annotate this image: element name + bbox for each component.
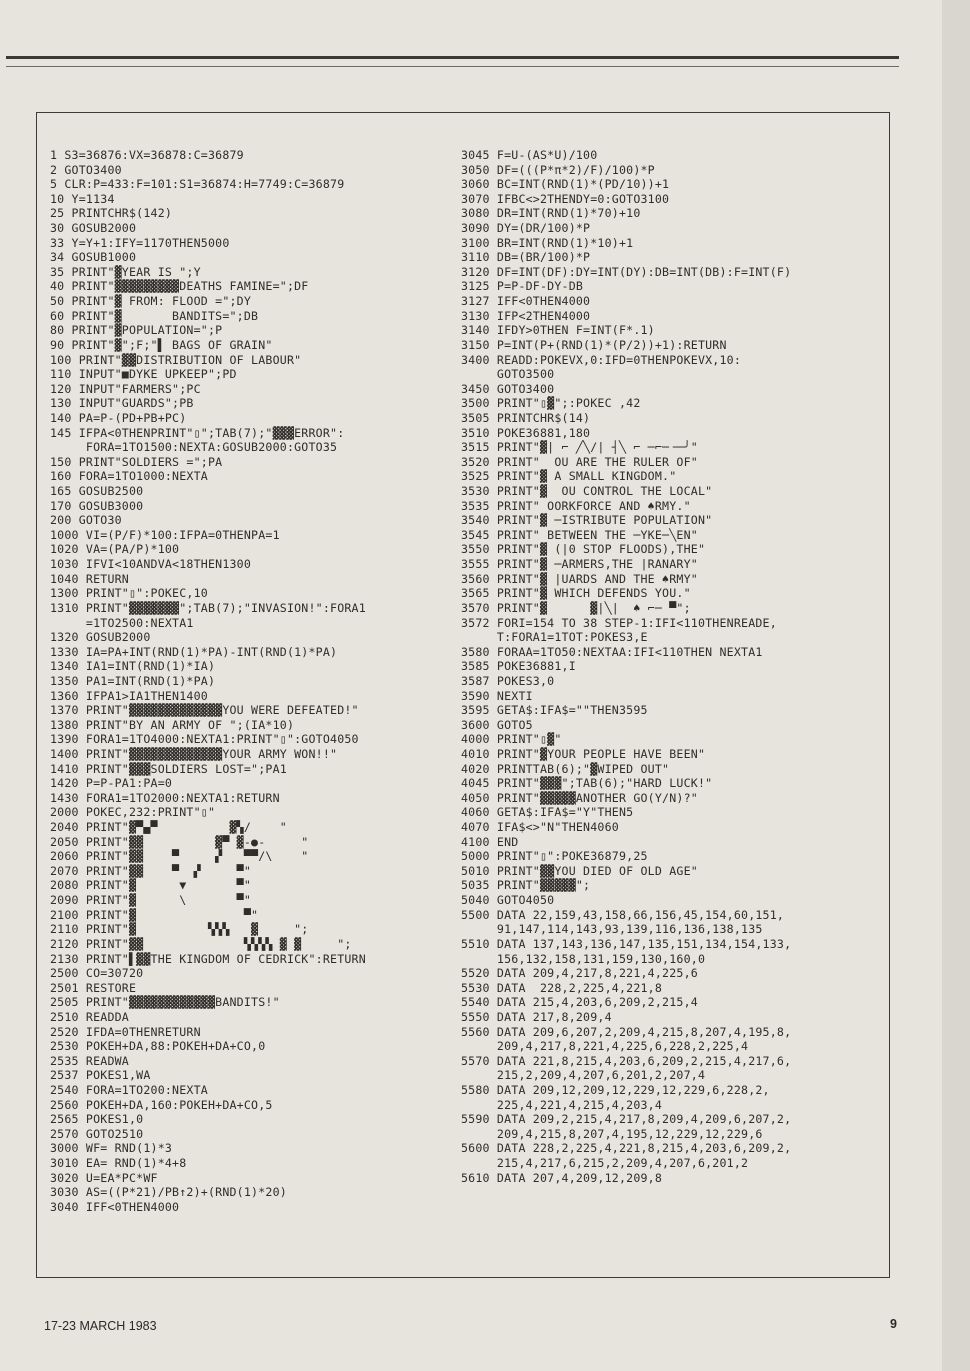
code-line: 2050 PRINT"▓▓ ▓▀ ▓-●- " <box>50 834 309 849</box>
listing-column-right <box>461 148 881 1185</box>
code-line: 1320 GOSUB2000 <box>50 630 151 645</box>
code-line: 160 FORA=1TO1000:NEXTA <box>50 469 208 484</box>
code-line: 215,4,217,6,215,2,209,4,207,6,201,2 <box>461 1156 749 1171</box>
code-line: GOTO3500 <box>461 367 555 382</box>
code-line: 3572 FORI=154 TO 38 STEP-1:IFI<110THENREADE, <box>461 615 777 630</box>
code-line: 3570 PRINT"▓ ▓|╲| ♠ ⌐─ ▀"; <box>461 600 691 615</box>
code-line: 1370 PRINT"▓▓▓▓▓▓▓▓▓▓▓▓▓YOU WERE DEFEATED!" <box>50 703 359 718</box>
code-line: 2 GOTO3400 <box>50 162 122 177</box>
code-line: 1310 PRINT"▓▓▓▓▓▓▓";TAB(7);"INVASION!":FORA1 <box>50 600 366 615</box>
code-line: 1360 IFPA1>IA1THEN1400 <box>50 688 208 703</box>
code-line: 3595 GETA$:IFA$=""THEN3595 <box>461 703 648 718</box>
code-line: 165 GOSUB2500 <box>50 484 144 499</box>
code-line: 3535 PRINT" OORKFORCE AND ♠RMY." <box>461 498 691 513</box>
code-line: 5035 PRINT"▓▓▓▓▓"; <box>461 878 591 893</box>
code-line: 40 PRINT"▓▓▓▓▓▓▓▓▓DEATHS FAMINE=";DF <box>50 279 309 294</box>
code-line: 2090 PRINT"▓ \ ▀" <box>50 893 252 908</box>
page-edge <box>942 0 970 1371</box>
code-line: 3565 PRINT"▓ WHICH DEFENDS YOU." <box>461 586 691 601</box>
code-line: 2501 RESTORE <box>50 980 137 995</box>
code-line: 2000 POKEC,232:PRINT"▯" <box>50 805 216 820</box>
code-line: 3010 EA= RND(1)*4+8 <box>50 1156 187 1171</box>
code-line: 4020 PRINTTAB(6);"▓WIPED OUT" <box>461 761 670 776</box>
code-line: 3060 BC=INT(RND(1)*(PD/10))+1 <box>461 177 670 192</box>
code-line: 10 Y=1134 <box>50 191 115 206</box>
code-line: 4000 PRINT"▯▓" <box>461 732 562 747</box>
code-line: 215,2,209,4,207,6,201,2,207,4 <box>461 1068 706 1083</box>
code-line: 1350 PA1=INT(RND(1)*PA) <box>50 673 216 688</box>
code-line: 1300 PRINT"▯":POKEC,10 <box>50 586 208 601</box>
code-line: 3020 U=EA*PC*WF <box>50 1170 158 1185</box>
code-line: 3555 PRINT"▓ ─ARMERS,THE |RANARY" <box>461 557 698 572</box>
code-line: 3127 IFF<0THEN4000 <box>461 294 591 309</box>
code-line: 3450 GOTO3400 <box>461 381 555 396</box>
code-line: 2520 IFDA=0THENRETURN <box>50 1024 201 1039</box>
code-line: 5040 GOTO4050 <box>461 893 555 908</box>
code-line: 3140 IFDY>0THEN F=INT(F*.1) <box>461 323 655 338</box>
code-line: 140 PA=P-(PD+PB+PC) <box>50 410 187 425</box>
code-line: 3510 POKE36881,180 <box>461 425 591 440</box>
code-line: 5600 DATA 228,2,225,4,221,8,215,4,203,6,209,2, <box>461 1141 792 1156</box>
code-line: 3530 PRINT"▓ OU CONTROL THE LOCAL" <box>461 484 713 499</box>
code-line: 4045 PRINT"▓▓▓";TAB(6);"HARD LUCK!" <box>461 776 713 791</box>
code-line: 2080 PRINT"▓ ▼ ▀" <box>50 878 252 893</box>
code-line: 3590 NEXTI <box>461 688 533 703</box>
code-line: 5500 DATA 22,159,43,158,66,156,45,154,60,151, <box>461 907 785 922</box>
code-line: 3505 PRINTCHR$(14) <box>461 410 591 425</box>
code-line: 2505 PRINT"▓▓▓▓▓▓▓▓▓▓▓▓BANDITS!" <box>50 995 280 1010</box>
code-line: 5540 DATA 215,4,203,6,209,2,215,4 <box>461 995 698 1010</box>
code-line: 1430 FORA1=1TO2000:NEXTA1:RETURN <box>50 790 280 805</box>
code-line: 2540 FORA=1TO200:NEXTA <box>50 1083 208 1097</box>
code-line: 5 CLR:P=433:F=101:S1=36874:H=7749:C=36879 <box>50 177 345 192</box>
code-line: 209,4,217,8,221,4,225,6,228,2,225,4 <box>461 1039 749 1054</box>
code-line: 145 IFPA<0THENPRINT"▯";TAB(7);"▓▓▓ERROR": <box>50 425 345 440</box>
code-line: 130 INPUT"GUARDS";PB <box>50 396 194 411</box>
code-line: 3045 F=U-(AS*U)/100 <box>461 148 598 162</box>
code-line: 34 GOSUB1000 <box>50 250 137 265</box>
code-line: 33 Y=Y+1:IFY=1170THEN5000 <box>50 235 230 250</box>
code-line: 35 PRINT"▓YEAR IS ";Y <box>50 264 201 279</box>
code-line: 3515 PRINT"▓| ⌐ ╱╲/| ┤╲ ⌐ ─⌐─╶─╯" <box>461 440 698 455</box>
code-line: 200 GOTO30 <box>50 513 122 528</box>
code-line: 3130 IFP<2THEN4000 <box>461 308 591 323</box>
code-line: 2120 PRINT"▓▓ ▚▚▚▚ ▓ ▓ "; <box>50 936 352 951</box>
code-line: 3125 P=P-DF-DY-DB <box>461 279 584 294</box>
code-line: 4010 PRINT"▓YOUR PEOPLE HAVE BEEN" <box>461 746 706 761</box>
code-line: 156,132,158,131,159,130,160,0 <box>461 951 706 966</box>
header-rule <box>6 56 899 59</box>
code-line: 170 GOSUB3000 <box>50 498 144 513</box>
code-line: 1340 IA1=INT(RND(1)*IA) <box>50 659 216 674</box>
code-line: 50 PRINT"▓ FROM: FLOOD =";DY <box>50 294 252 309</box>
code-line: 90 PRINT"▓";F;"▌ BAGS OF GRAIN" <box>50 337 273 352</box>
code-line: 2565 POKES1,0 <box>50 1112 144 1127</box>
code-line: FORA=1TO1500:NEXTA:GOSUB2000:GOTO35 <box>50 440 338 455</box>
code-line: 1040 RETURN <box>50 571 129 586</box>
code-line: 5590 DATA 209,2,215,4,217,8,209,4,209,6,207,2, <box>461 1112 792 1127</box>
code-line: 150 PRINT"SOLDIERS =";PA <box>50 454 223 469</box>
code-line: 1410 PRINT"▓▓▓SOLDIERS LOST=";PA1 <box>50 761 287 776</box>
code-line: 225,4,221,4,215,4,203,4 <box>461 1097 663 1112</box>
code-line: 1380 PRINT"BY AN ARMY OF ";(IA*10) <box>50 717 295 732</box>
code-line: 2570 GOTO2510 <box>50 1126 144 1141</box>
code-line: 2130 PRINT"▌▓▓THE KINGDOM OF CEDRICK":RETURN <box>50 951 366 966</box>
code-line: 3525 PRINT"▓ A SMALL KINGDOM." <box>461 469 677 484</box>
code-line: 25 PRINTCHR$(142) <box>50 206 173 221</box>
code-line: 3080 DR=INT(RND(1)*70)+10 <box>461 206 641 221</box>
code-line: 3550 PRINT"▓ (|0 STOP FLOODS),THE" <box>461 542 706 557</box>
code-line: 91,147,114,143,93,139,116,136,138,135 <box>461 922 763 937</box>
code-line: 3150 P=INT(P+(RND(1)*(P/2))+1):RETURN <box>461 337 727 352</box>
code-line: 3585 POKE36881,I <box>461 659 576 674</box>
code-line: 5550 DATA 217,8,209,4 <box>461 1009 612 1024</box>
code-line: 120 INPUT"FARMERS";PC <box>50 381 201 396</box>
code-line: 5570 DATA 221,8,215,4,203,6,209,2,215,4,217,6, <box>461 1053 792 1068</box>
code-line: 3580 FORAA=1TO50:NEXTAA:IFI<110THEN NEXTA1 <box>461 644 763 659</box>
code-line: 2510 READDA <box>50 1009 129 1024</box>
code-line: =1TO2500:NEXTA1 <box>50 615 194 630</box>
code-line: 3100 BR=INT(RND(1)*10)+1 <box>461 235 634 250</box>
code-line: 3500 PRINT"▯▓";:POKEC ,42 <box>461 396 641 411</box>
code-line: 1020 VA=(PA/P)*100 <box>50 542 180 557</box>
code-line: 80 PRINT"▓POPULATION=";P <box>50 323 223 338</box>
code-line: 2060 PRINT"▓▓ ▀ ▞ ▀▀/\ " <box>50 849 309 864</box>
code-line: 5000 PRINT"▯":POKE36879,25 <box>461 849 648 864</box>
code-line: 5530 DATA 228,2,225,4,221,8 <box>461 980 663 995</box>
code-line: 110 INPUT"■DYKE UPKEEP";PD <box>50 367 237 382</box>
code-line: 3070 IFBC<>2THENDY=0:GOTO3100 <box>461 191 670 206</box>
code-line: 3050 DF=(((P*π*2)/F)/100)*P <box>461 162 655 177</box>
code-line: 1030 IFVI<10ANDVA<18THEN1300 <box>50 557 252 572</box>
code-line: 5610 DATA 207,4,209,12,209,8 <box>461 1170 663 1185</box>
code-line: 2110 PRINT"▓ ▚▚▚ ▓ "; <box>50 922 309 937</box>
code-line: 4070 IFA$<>"N"THEN4060 <box>461 820 619 835</box>
code-line: 3110 DB=(BR/100)*P <box>461 250 591 265</box>
code-line: 3030 AS=((P*21)/PB↑2)+(RND(1)*20) <box>50 1185 287 1200</box>
code-line: 60 PRINT"▓ BANDITS=";DB <box>50 308 259 323</box>
code-line: 3120 DF=INT(DF):DY=INT(DY):DB=INT(DB):F=INT(F) <box>461 264 792 279</box>
code-line: 2070 PRINT"▓▓ ▀ ▞ ▀" <box>50 863 252 878</box>
code-line: 209,4,215,8,207,4,195,12,229,12,229,6 <box>461 1126 763 1141</box>
code-line: T:FORA1=1TOT:POKES3,E <box>461 630 648 645</box>
code-line: 3520 PRINT" OU ARE THE RULER OF" <box>461 454 698 469</box>
code-line: 4050 PRINT"▓▓▓▓▓ANOTHER GO(Y/N)?" <box>461 790 698 805</box>
code-line: 1390 FORA1=1TO4000:NEXTA1:PRINT"▯":GOTO4050 <box>50 732 359 747</box>
code-line: 1400 PRINT"▓▓▓▓▓▓▓▓▓▓▓▓▓YOUR ARMY WON!!" <box>50 746 338 761</box>
code-line: 2530 POKEH+DA,88:POKEH+DA+CO,0 <box>50 1039 266 1054</box>
code-line: 4100 END <box>461 834 519 849</box>
code-line: 3545 PRINT" BETWEEN THE ─YKE─╲EN" <box>461 527 698 542</box>
page-number: 9 <box>890 1317 897 1331</box>
code-line: 30 GOSUB2000 <box>50 221 137 236</box>
code-line: 4060 GETA$:IFA$="Y"THEN5 <box>461 805 634 820</box>
code-line: 3560 PRINT"▓ |UARDS AND THE ♠RMY" <box>461 571 698 586</box>
listing-column-left <box>50 148 450 1214</box>
code-line: 1420 P=P-PA1:PA=0 <box>50 776 173 791</box>
code-line: 100 PRINT"▓▓DISTRIBUTION OF LABOUR" <box>50 352 302 367</box>
code-line: 2500 CO=30720 <box>50 966 144 981</box>
code-line: 3400 READD:POKEVX,0:IFD=0THENPOKEVX,10: <box>461 352 742 367</box>
code-line: 2100 PRINT"▓ ▀" <box>50 907 259 922</box>
code-line: 5510 DATA 137,143,136,147,135,151,134,154,133, <box>461 936 792 951</box>
code-line: 3040 IFF<0THEN4000 <box>50 1199 180 1214</box>
code-line: 5520 DATA 209,4,217,8,221,4,225,6 <box>461 966 698 981</box>
code-line: 1000 VI=(P/F)*100:IFPA=0THENPA=1 <box>50 527 280 542</box>
code-line: 3000 WF= RND(1)*3 <box>50 1141 173 1156</box>
code-line: 3540 PRINT"▓ ─ISTRIBUTE POPULATION" <box>461 513 713 528</box>
issue-date: 17-23 MARCH 1983 <box>44 1319 157 1333</box>
code-line: 3600 GOTO5 <box>461 717 533 732</box>
code-line: 2040 PRINT"▓▀▄▀ ▓▚/ " <box>50 820 287 835</box>
code-line: 5580 DATA 209,12,209,12,229,12,229,6,228,2, <box>461 1083 770 1097</box>
code-line: 2537 POKES1,WA <box>50 1068 151 1083</box>
code-line: 3090 DY=(DR/100)*P <box>461 221 591 236</box>
code-line: 3587 POKES3,0 <box>461 673 555 688</box>
code-line: 1330 IA=PA+INT(RND(1)*PA)-INT(RND(1)*PA) <box>50 644 338 659</box>
code-line: 2560 POKEH+DA,160:POKEH+DA+CO,5 <box>50 1097 273 1112</box>
code-line: 1 S3=36876:VX=36878:C=36879 <box>50 148 244 162</box>
code-line: 2535 READWA <box>50 1053 129 1068</box>
code-line: 5010 PRINT"▓▓YOU DIED OF OLD AGE" <box>461 863 698 878</box>
code-line: 5560 DATA 209,6,207,2,209,4,215,8,207,4,195,8, <box>461 1024 792 1039</box>
header-rule-thin <box>6 66 899 67</box>
